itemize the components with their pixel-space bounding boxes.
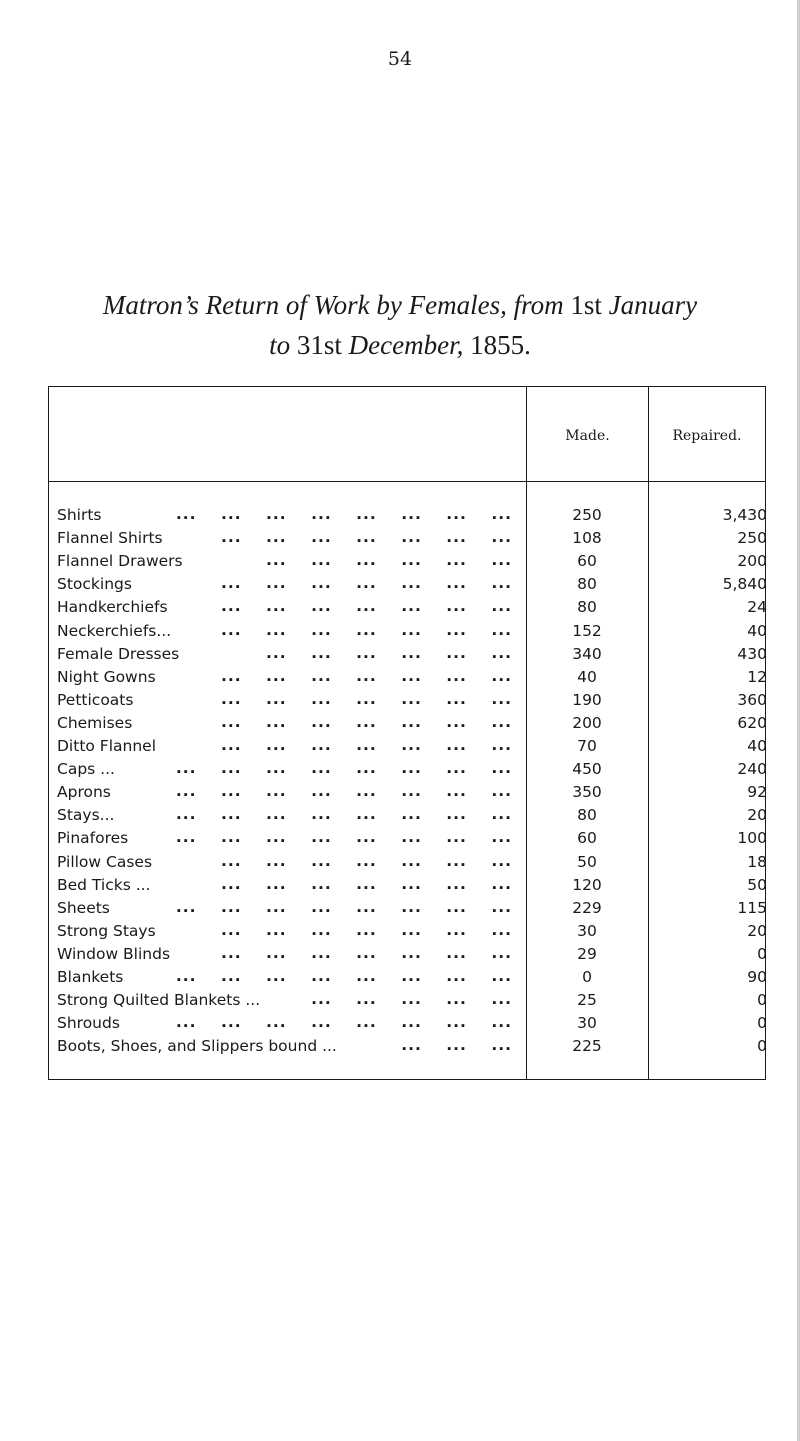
leader-dots: ... ... ... ... ... ... ... ... — [175, 505, 512, 523]
repaired-value: 18 — [747, 852, 767, 871]
row-label: Strong Stays — [57, 921, 156, 940]
repaired-value: 200 — [737, 552, 767, 571]
made-value: 0 — [582, 968, 592, 986]
row-label: Petticoats — [57, 690, 134, 709]
table-top-rule — [48, 386, 766, 387]
repaired-value: 250 — [737, 529, 767, 548]
made-value: 80 — [577, 575, 597, 594]
title-part: December, — [348, 330, 464, 360]
repaired-value: 620 — [737, 713, 767, 732]
made-value: 70 — [577, 737, 597, 755]
repaired-value: 50 — [747, 875, 767, 894]
leader-dots: ... ... ... ... ... ... ... — [220, 574, 512, 593]
made-value: 229 — [572, 898, 602, 917]
leader-dots: ... ... ... ... ... ... ... ... — [175, 805, 512, 824]
title-part: Matron’s Return — [102, 290, 280, 320]
row-label: Pinafores — [57, 829, 129, 848]
table-row — [0, 622, 800, 644]
row-label: Female Dresses — [57, 644, 180, 663]
leader-dots: ... ... ... ... ... ... ... — [220, 874, 512, 893]
made-value: 200 — [572, 713, 602, 732]
row-label: Chemises — [57, 713, 133, 732]
row-label: Flannel Drawers — [57, 552, 183, 571]
repaired-value: 20 — [747, 806, 767, 825]
made-value: 120 — [572, 875, 602, 894]
leader-dots: ... ... ... ... ... ... ... — [220, 736, 512, 754]
made-value: 450 — [572, 760, 602, 779]
table-row — [0, 575, 800, 597]
table-row — [0, 853, 800, 875]
table-header-rule — [48, 481, 766, 482]
table-row — [0, 922, 800, 944]
page-number: 54 — [387, 48, 413, 70]
made-value: 29 — [577, 944, 597, 963]
repaired-value: 20 — [747, 921, 767, 940]
repaired-column-header: Repaired. — [672, 428, 742, 444]
leader-dots: ... ... ... ... ... ... — [266, 551, 512, 570]
row-label: Sheets — [57, 898, 110, 917]
table-row — [0, 598, 800, 620]
leader-dots: ... ... ... ... ... ... ... — [220, 920, 512, 939]
row-label: Ditto Flannel — [57, 737, 157, 755]
table-row — [0, 506, 800, 528]
repaired-value: 24 — [747, 598, 767, 617]
made-value: 60 — [577, 829, 597, 848]
made-value: 250 — [572, 506, 602, 524]
row-label: Aprons — [57, 783, 111, 802]
leader-dots: ... ... ... ... ... ... ... — [220, 712, 512, 731]
leader-dots: ... ... ... ... ... ... ... — [220, 620, 512, 639]
title-part: January — [608, 290, 698, 320]
document-title-line-1 — [0, 290, 800, 321]
row-label: Shirts — [57, 506, 102, 524]
leader-dots: ... ... ... ... ... ... ... ... — [175, 1013, 512, 1032]
row-label: Window Blinds — [57, 944, 171, 963]
table-row — [0, 1014, 800, 1036]
document-title-line-2 — [0, 330, 800, 361]
leader-dots: ... ... ... ... ... ... ... ... — [175, 782, 512, 801]
leader-dots: ... ... ... — [401, 1036, 512, 1055]
table-row — [0, 945, 800, 967]
repaired-value: 430 — [737, 644, 767, 663]
table-row — [0, 968, 800, 990]
repaired-value: 5,840 — [722, 575, 767, 594]
row-label: Strong Quilted Blankets ... — [57, 991, 261, 1010]
repaired-value: 40 — [747, 621, 767, 640]
made-value: 50 — [577, 852, 597, 871]
made-value: 108 — [572, 529, 602, 548]
made-value: 190 — [572, 690, 602, 709]
table-row — [0, 529, 800, 551]
row-label: Stays... — [57, 806, 115, 825]
title-part: 31st — [296, 330, 342, 360]
repaired-value: 0 — [757, 944, 767, 963]
leader-dots: ... ... ... ... ... ... ... — [220, 943, 512, 962]
row-label: Flannel Shirts — [57, 529, 163, 548]
leader-dots: ... ... ... ... ... ... ... — [220, 689, 512, 708]
repaired-value: 360 — [737, 690, 767, 709]
repaired-value: 0 — [757, 1014, 767, 1033]
repaired-value: 3,430 — [722, 506, 767, 524]
repaired-value: 90 — [747, 968, 767, 986]
made-value: 25 — [577, 991, 597, 1010]
title-part: of — [285, 290, 307, 320]
row-label: Blankets — [57, 968, 124, 986]
made-value: 80 — [577, 806, 597, 825]
made-column-header: Made. — [565, 428, 610, 444]
leader-dots: ... ... ... ... ... ... — [266, 643, 512, 662]
title-part: 1st — [570, 290, 602, 320]
made-value: 30 — [577, 1014, 597, 1033]
made-value: 30 — [577, 921, 597, 940]
row-label: Handkerchiefs — [57, 598, 168, 617]
repaired-value: 40 — [747, 737, 767, 755]
leader-dots: ... ... ... ... ... ... ... — [220, 528, 512, 547]
row-label: Pillow Cases — [57, 852, 153, 871]
row-label: Shrouds — [57, 1014, 120, 1033]
row-label: Boots, Shoes, and Slippers bound ... — [57, 1037, 337, 1056]
made-value: 340 — [572, 644, 602, 663]
row-label: Stockings — [57, 575, 132, 594]
leader-dots: ... ... ... ... ... ... ... ... — [175, 759, 512, 778]
table-row — [0, 760, 800, 782]
table-row — [0, 714, 800, 736]
made-value: 80 — [577, 598, 597, 617]
row-label: Night Gowns — [57, 667, 156, 686]
leader-dots: ... ... ... ... ... ... ... ... — [175, 967, 512, 985]
leader-dots: ... ... ... ... ... ... ... ... — [175, 897, 512, 916]
title-part: 1855. — [470, 330, 531, 360]
table-row — [0, 691, 800, 713]
made-value: 350 — [572, 783, 602, 802]
repaired-value: 0 — [757, 991, 767, 1010]
repaired-value: 0 — [757, 1037, 767, 1056]
table-row — [0, 1037, 800, 1059]
table-row — [0, 899, 800, 921]
repaired-value: 92 — [747, 783, 767, 802]
leader-dots: ... ... ... ... ... ... ... — [220, 851, 512, 870]
repaired-value: 115 — [737, 898, 767, 917]
repaired-value: 12 — [747, 667, 767, 686]
table-row — [0, 737, 800, 759]
table-row — [0, 645, 800, 667]
leader-dots: ... ... ... ... ... — [311, 990, 512, 1009]
table-row — [0, 783, 800, 805]
row-label: Bed Ticks ... — [57, 875, 151, 894]
made-value: 60 — [577, 552, 597, 571]
title-part: Work by Females, from — [313, 290, 564, 320]
table-row — [0, 829, 800, 851]
table-row — [0, 991, 800, 1013]
row-label: Caps ... — [57, 760, 115, 779]
made-value: 40 — [577, 667, 597, 686]
made-value: 225 — [572, 1037, 602, 1056]
table-row — [0, 806, 800, 828]
title-part: to — [269, 330, 291, 360]
leader-dots: ... ... ... ... ... ... ... — [220, 666, 512, 685]
table-row — [0, 552, 800, 574]
repaired-value: 240 — [737, 760, 767, 779]
repaired-value: 100 — [737, 829, 767, 848]
leader-dots: ... ... ... ... ... ... ... ... — [175, 828, 512, 847]
table-bottom-rule — [48, 1079, 766, 1080]
leader-dots: ... ... ... ... ... ... ... — [220, 597, 512, 616]
table-row — [0, 668, 800, 690]
row-label: Neckerchiefs... — [57, 621, 172, 640]
table-row — [0, 876, 800, 898]
made-value: 152 — [572, 621, 602, 640]
